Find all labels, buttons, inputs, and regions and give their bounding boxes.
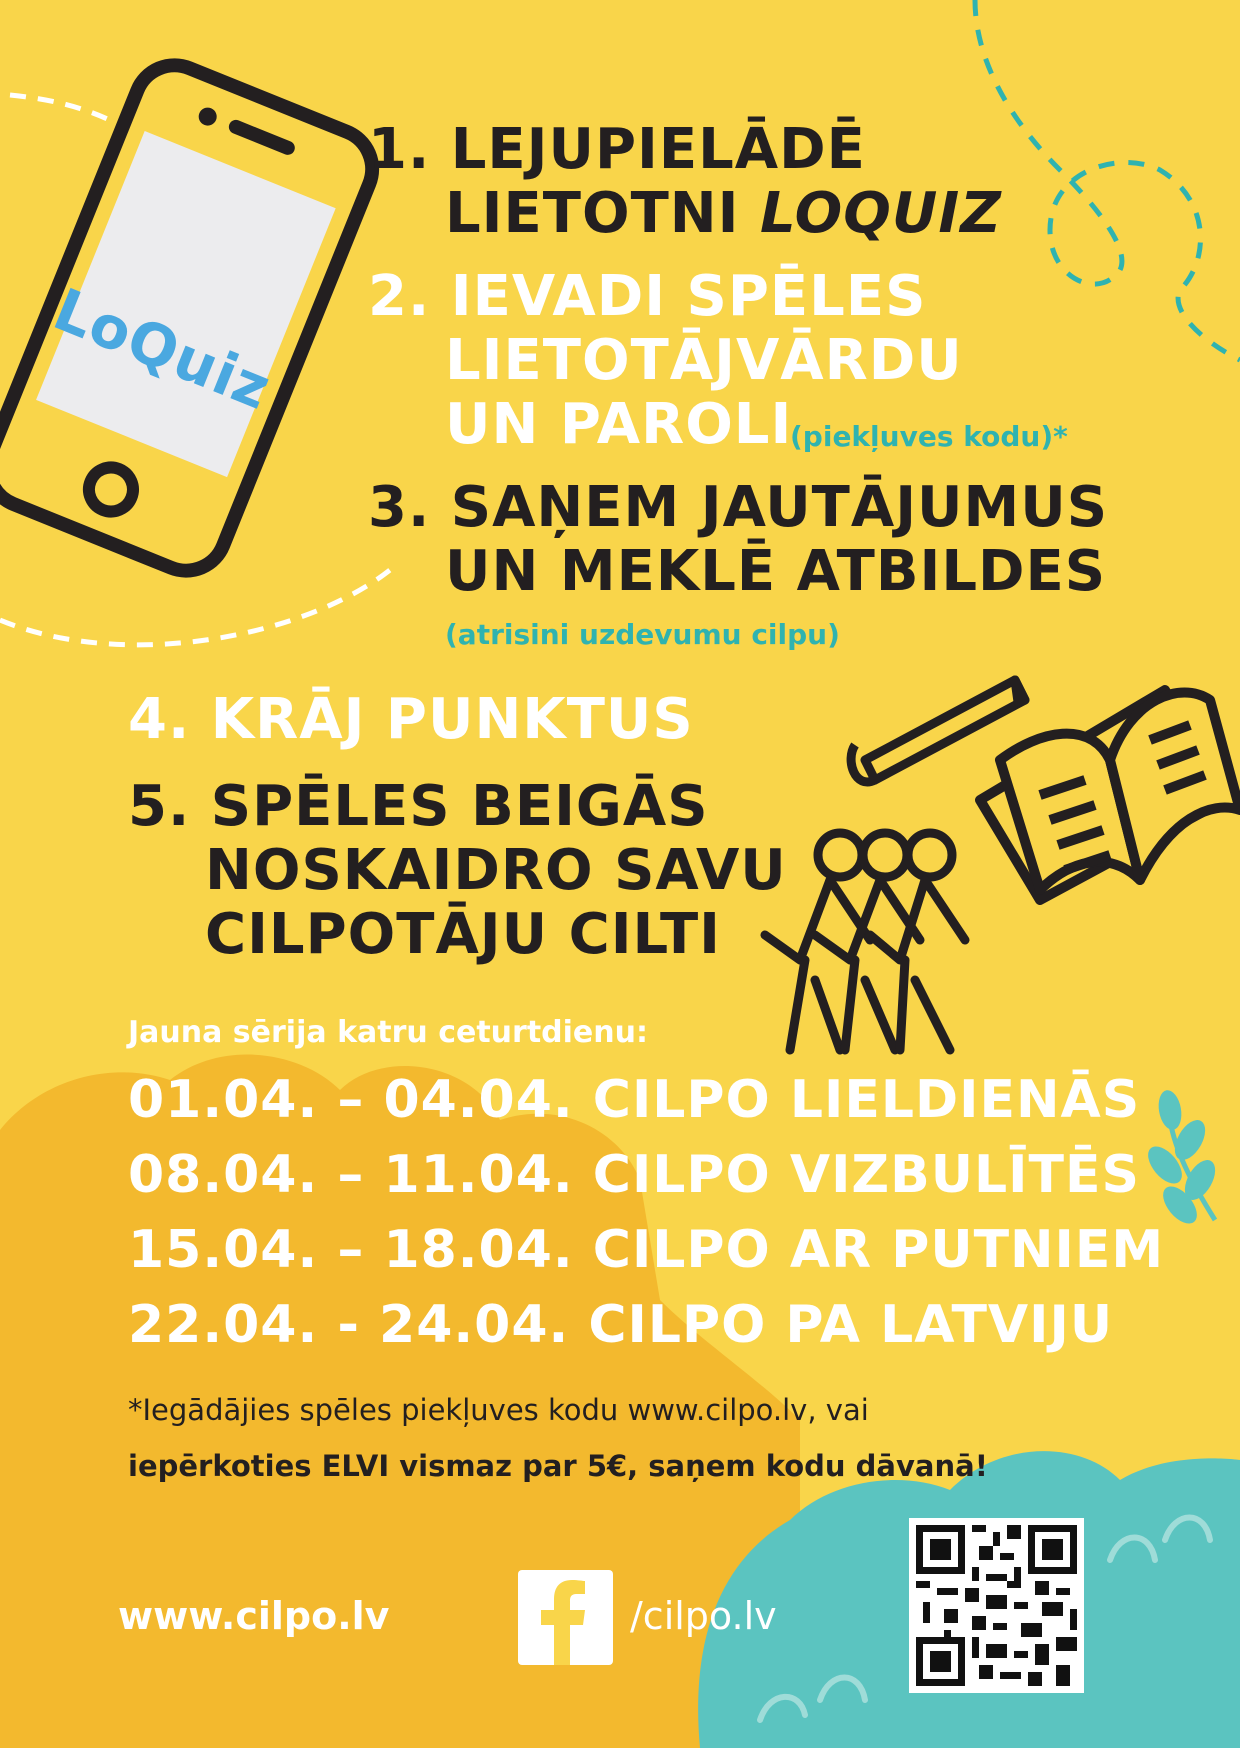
step-5-line-3: CILPOTĀJU CILTI xyxy=(205,902,721,967)
footnote-line-1: *Iegādājies spēles piekļuves kodu www.cilpo.lv, vai xyxy=(128,1393,869,1427)
qr-code-graphic xyxy=(909,1518,1084,1693)
step-3-note: (atrisini uzdevumu cilpu) xyxy=(445,618,840,651)
qr-code[interactable] xyxy=(909,1518,1084,1693)
schedule-row: 08.04. – 11.04. CILPO VIZBULĪTĒS xyxy=(128,1145,1140,1205)
step-1-line-2 xyxy=(445,182,1002,246)
app-logo: LoQuiz xyxy=(44,275,281,424)
schedule-row: 01.04. – 04.04. CILPO LIELDIENĀS xyxy=(128,1070,1141,1130)
step-2-line-2: LIETOTĀJVĀRDU xyxy=(445,328,963,393)
step-2-note: (piekļuves kodu)* xyxy=(790,420,1068,453)
step-1-app-name: LOQUIZ xyxy=(759,181,1002,246)
step-5-line-1: 5. SPĒLES BEIGĀS xyxy=(128,774,709,839)
step-5-line-2: NOSKAIDRO SAVU xyxy=(205,838,787,903)
step-1-text: LIETOTNI xyxy=(445,181,760,246)
website-link[interactable]: www.cilpo.lv xyxy=(118,1594,390,1638)
schedule-row: 15.04. – 18.04. CILPO AR PUTNIEM xyxy=(128,1220,1165,1280)
teal-dashed-loop xyxy=(975,0,1240,360)
book-icon xyxy=(980,690,1240,900)
step-3-line-2: UN MEKLĒ ATBILDES xyxy=(445,539,1107,604)
step-3-line-1: 3. SAŅEM JAUTĀJUMUS xyxy=(368,475,1109,540)
step-1-line-1: 1. LEJUPIELĀDĒ xyxy=(368,117,866,182)
facebook-handle[interactable]: /cilpo.lv xyxy=(630,1594,777,1638)
people-icon xyxy=(765,833,965,1050)
footnote-line-2: iepērkoties ELVI vismaz par 5€, saņem kodu dāvanā! xyxy=(128,1449,988,1483)
branch-decoration xyxy=(1142,1088,1222,1229)
facebook-f-glyph xyxy=(518,1570,613,1665)
step-2-line-1: 2. IEVADI SPĒLES xyxy=(368,264,927,329)
facebook-icon[interactable] xyxy=(518,1570,613,1665)
schedule-row: 22.04. - 24.04. CILPO PA LATVIJU xyxy=(128,1295,1114,1355)
schedule-heading: Jauna sērija katru ceturtdienu: xyxy=(128,1015,648,1050)
step-4-line-1: 4. KRĀJ PUNKTUS xyxy=(128,687,694,752)
step-2-line-3: UN PAROLI xyxy=(445,392,793,457)
